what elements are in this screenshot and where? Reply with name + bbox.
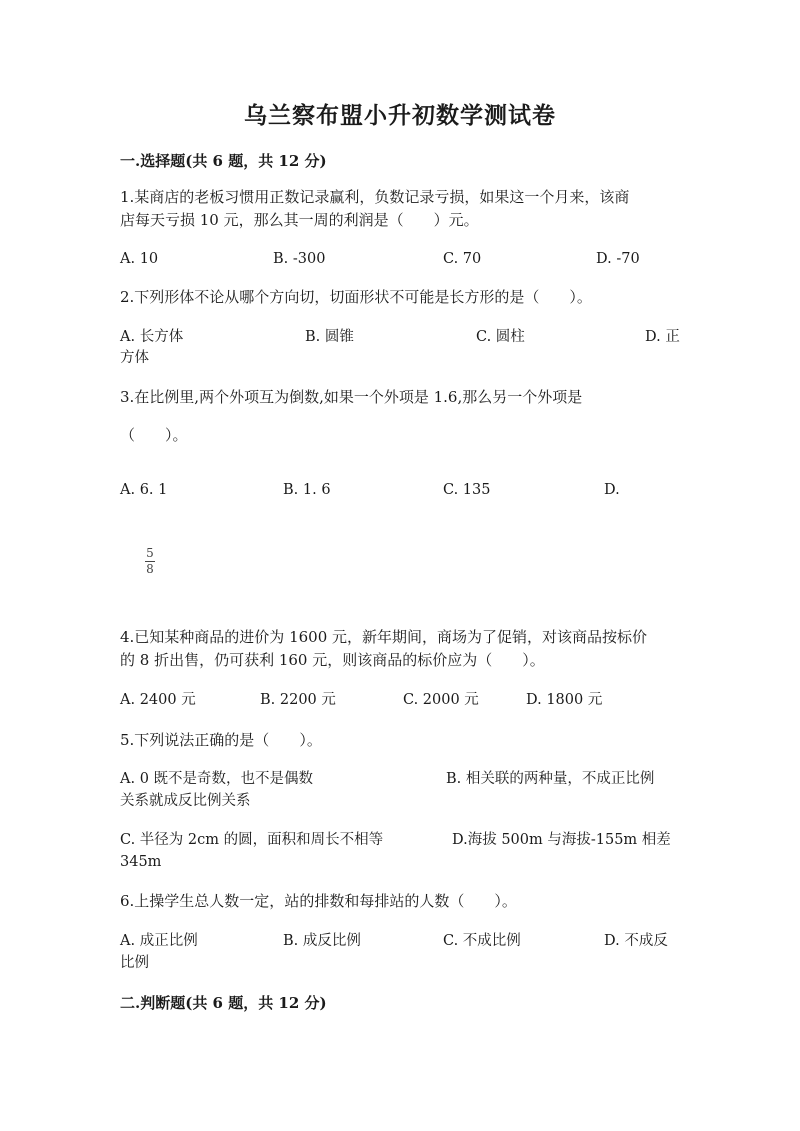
q3-option-c: C. 135 bbox=[443, 482, 491, 498]
q3-option-d: D. bbox=[604, 482, 620, 498]
q6-option-a: A. 成正比例 bbox=[120, 933, 198, 949]
question-1-line-1: 1.某商店的老板习惯用正数记录赢利，负数记录亏损，如果这一个月来，该商 bbox=[120, 188, 630, 206]
q3-option-a: A. 6. 1 bbox=[120, 482, 168, 498]
page-title: 乌兰察布盟小升初数学测试卷 bbox=[244, 102, 556, 129]
question-2 bbox=[120, 286, 690, 309]
q2-option-c: C. 圆柱 bbox=[476, 329, 525, 345]
q1-option-a: A. 10 bbox=[120, 251, 159, 267]
fraction-numerator: 5 bbox=[146, 546, 154, 560]
q2-option-b: B. 圆锥 bbox=[305, 329, 354, 345]
q5-option-d: D.海拔 500m 与海拔-155m 相差 bbox=[452, 832, 671, 848]
q1-option-c: C. 70 bbox=[443, 251, 482, 267]
fraction-denominator: 8 bbox=[146, 562, 154, 576]
q5-option-c: C. 半径为 2cm 的圆，面积和周长不相等 bbox=[120, 832, 384, 848]
question-4-line-2: 的 8 折出售，仍可获利 160 元，则该商品的标价应为（ ）。 bbox=[120, 651, 545, 669]
q1-option-b: B. -300 bbox=[273, 251, 326, 267]
q5-option-b-wrap: 关系就成反比例关系 bbox=[120, 793, 251, 809]
q5-option-d-wrap: 345m bbox=[120, 854, 162, 870]
q6-option-b: B. 成反比例 bbox=[283, 933, 361, 949]
question-2-line-1: 2.下列形体不论从哪个方向切，切面形状不可能是长方形的是（ ）。 bbox=[120, 288, 592, 306]
q5-option-a: A. 0 既不是奇数，也不是偶数 bbox=[120, 771, 314, 787]
q3-option-b: B. 1. 6 bbox=[283, 482, 331, 498]
q2-option-d: D. 正 bbox=[645, 329, 680, 345]
q4-option-b: B. 2200 元 bbox=[260, 692, 336, 708]
q6-option-c: C. 不成比例 bbox=[443, 933, 521, 949]
q2-option-a: A. 长方体 bbox=[120, 329, 184, 345]
question-1-line-2: 店每天亏损 10 元，那么其一周的利润是（ ）元。 bbox=[120, 211, 479, 229]
question-6 bbox=[120, 890, 690, 913]
q4-option-d: D. 1800 元 bbox=[526, 692, 603, 708]
question-3-line-2: （ ）。 bbox=[120, 426, 188, 444]
question-1 bbox=[120, 186, 690, 232]
q1-option-d: D. -70 bbox=[596, 251, 640, 267]
question-4-line-1: 4.已知某种商品的进价为 1600 元，新年期间，商场为了促销，对该商品按标价 bbox=[120, 628, 648, 646]
question-3 bbox=[120, 386, 690, 409]
section-heading-choice: 一.选择题(共 6 题，共 12 分) bbox=[120, 152, 327, 170]
question-6-line-1: 6.上操学生总人数一定，站的排数和每排站的人数（ ）。 bbox=[120, 892, 517, 910]
q6-option-d-wrap: 比例 bbox=[120, 955, 149, 971]
q4-option-c: C. 2000 元 bbox=[403, 692, 479, 708]
question-5 bbox=[120, 729, 690, 752]
q6-option-d: D. 不成反 bbox=[604, 933, 668, 949]
q2-option-d-wrap: 方体 bbox=[120, 350, 149, 366]
q5-option-b: B. 相关联的两种量，不成正比例 bbox=[446, 771, 655, 787]
question-3-line-1: 3.在比例里,两个外项互为倒数,如果一个外项是 1.6,那么另一个外项是 bbox=[120, 388, 583, 406]
q3-option-d-fraction bbox=[145, 547, 155, 576]
section-heading-judgement: 二.判断题(共 6 题，共 12 分) bbox=[120, 994, 327, 1012]
q4-option-a: A. 2400 元 bbox=[120, 692, 196, 708]
question-4 bbox=[120, 626, 690, 672]
question-5-line-1: 5.下列说法正确的是（ ）。 bbox=[120, 731, 322, 749]
